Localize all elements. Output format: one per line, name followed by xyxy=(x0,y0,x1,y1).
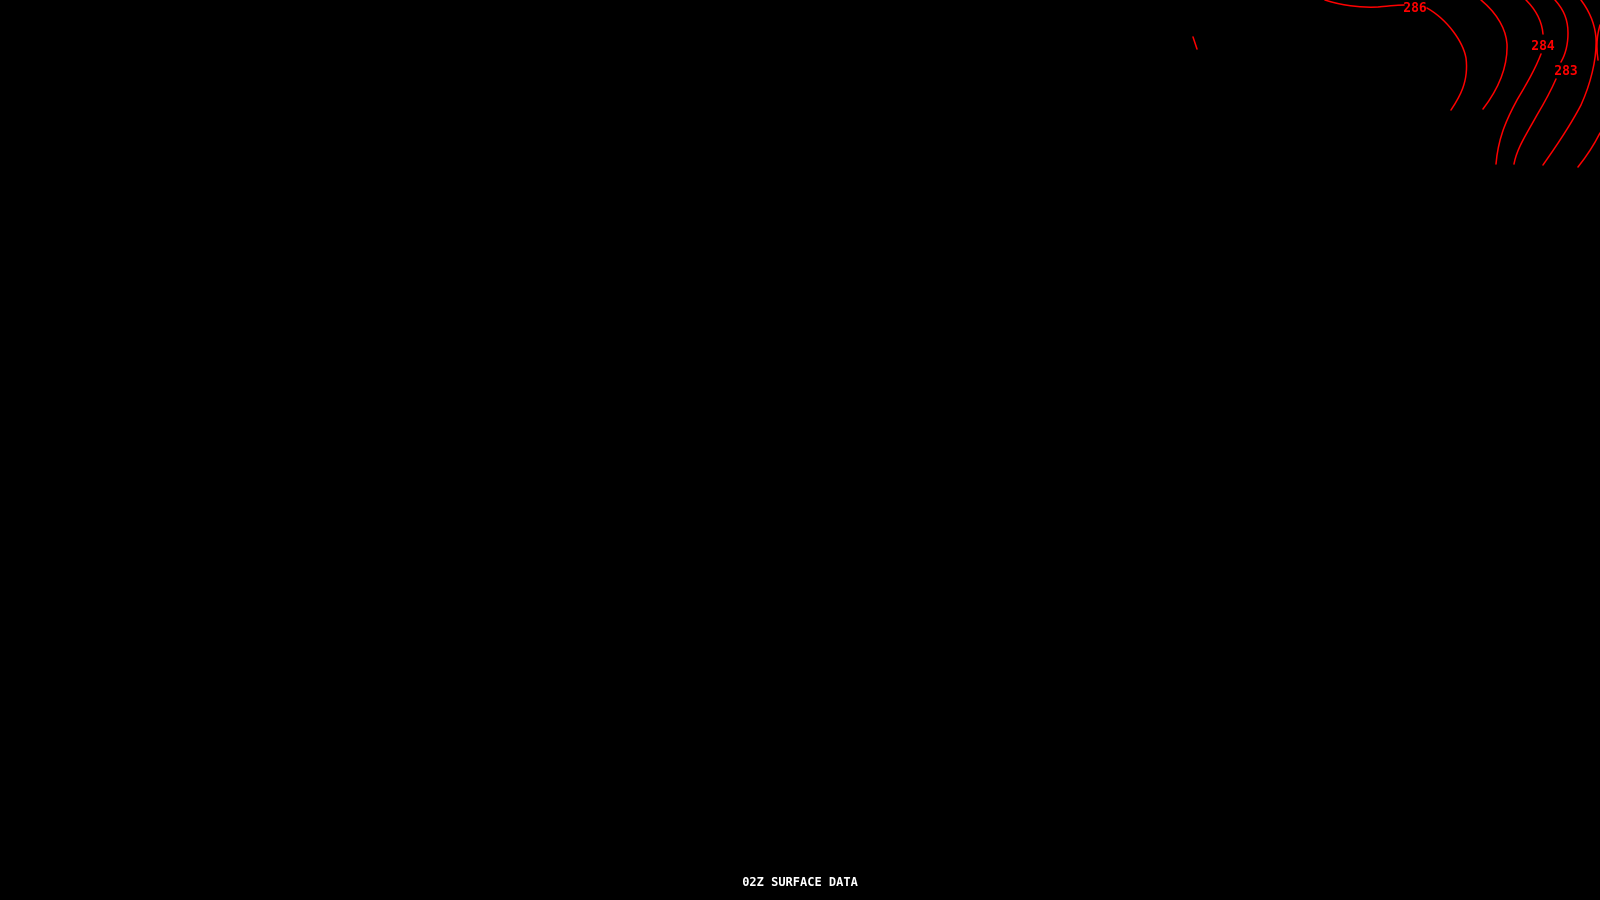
isotherm-label-283: 283 xyxy=(1554,64,1578,79)
isotherm-unlabeled-2 xyxy=(1543,0,1596,165)
isotherm-contours xyxy=(1193,0,1600,167)
isotherm-283-lower-segment xyxy=(1514,79,1556,164)
isotherm-286-descent-segment xyxy=(1427,8,1467,110)
isotherm-283-upper-segment xyxy=(1555,0,1568,62)
isotherm-label-286: 286 xyxy=(1403,1,1427,16)
isotherm-unlabeled-3b xyxy=(1578,133,1600,167)
isotherm-286-west-segment xyxy=(1325,0,1404,7)
isotherm-284-upper-segment xyxy=(1526,0,1543,34)
isotherm-284-lower-segment xyxy=(1496,54,1541,164)
stray-contour-tick xyxy=(1193,37,1197,49)
map-caption: 02Z SURFACE DATA xyxy=(742,875,858,889)
isotherm-labels xyxy=(1403,1,1577,79)
isotherm-label-284: 284 xyxy=(1531,39,1555,54)
isotherm-unlabeled-1 xyxy=(1481,0,1507,109)
